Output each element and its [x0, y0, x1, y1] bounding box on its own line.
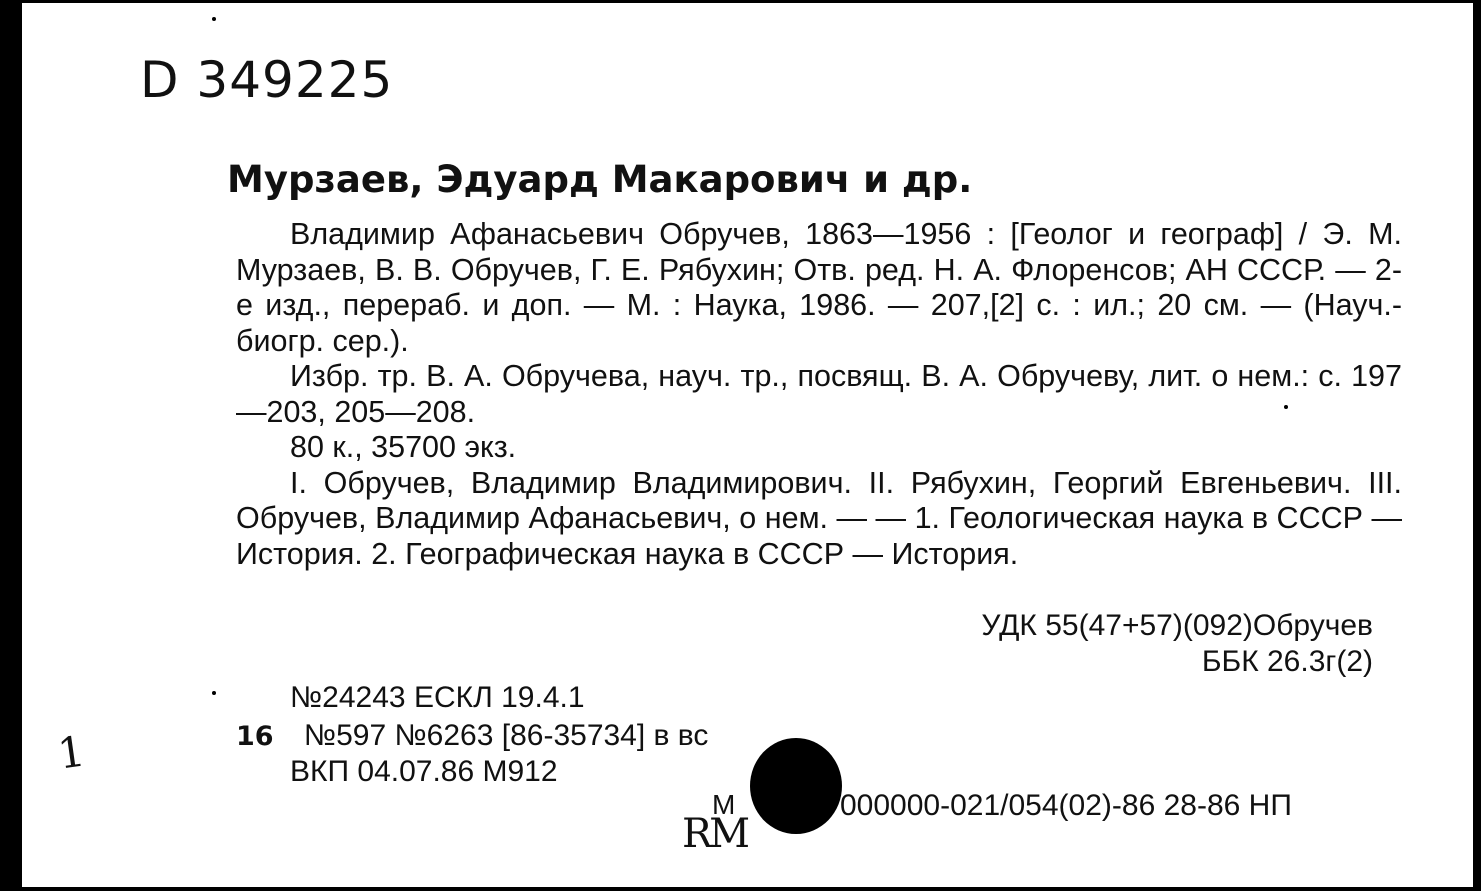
inventory-number: D 349225: [140, 51, 394, 109]
handwritten-mark: 1: [54, 726, 89, 779]
ink-blot: [750, 738, 842, 834]
udk-code: УДК 55(47+57)(092)Обручев: [981, 609, 1373, 642]
bbk-code: ББК 26.3г(2): [1201, 645, 1373, 678]
speck-mark-right: [1284, 405, 1288, 409]
tracings: I. Обручев, Владимир Владимирович. II. Рябухин, Георгий Евгеньевич. III. Обручев, Владимир Афанасьевич, о нем. — — 1. Геологическая наука в СССР — История. 2. Географическая наука в СССР — История.: [236, 465, 1402, 571]
speck-mark-top: [212, 17, 216, 21]
order-line: [236, 719, 708, 753]
speck-mark: [212, 691, 216, 695]
card-body: [236, 217, 1402, 572]
stamp-mark: RМ: [682, 811, 748, 857]
order-numbers: №597 №6263 [86-35734] в вс: [303, 719, 709, 752]
vkp-line: ВКП 04.07.86 М912: [290, 755, 558, 788]
bibliographic-description: Владимир Афанасьевич Обручев, 1863—1956 : [Геолог и географ] / Э. М. Мурзаев, В. В. Обручев, Г. Е. Рябухин; Отв. ред. Н. А. Флоренсов; АН СССР. — 2-е изд., перераб. и доп. — М. : Наука, 1986. — 207,[2] с. : ил.; 20 см. — (Науч.-биогр. сер.).: [236, 217, 1402, 358]
author-heading: Мурзаев, Эдуард Макарович и др.: [227, 158, 973, 201]
registration-line: №24243 ЕСКЛ 19.4.1: [290, 681, 585, 714]
stamp-letter: М: [712, 789, 736, 820]
order-prefix: 16: [236, 721, 274, 752]
bibliography-note: Избр. тр. В. А. Обручева, науч. тр., посвящ. В. А. Обручеву, лит. о нем.: с. 197—203, 205—208.: [236, 359, 1402, 429]
price-and-print-run: 80 к., 35700 экз.: [290, 430, 517, 464]
bottom-code: 000000-021/054(02)-86 28-86 НП: [840, 789, 1292, 822]
